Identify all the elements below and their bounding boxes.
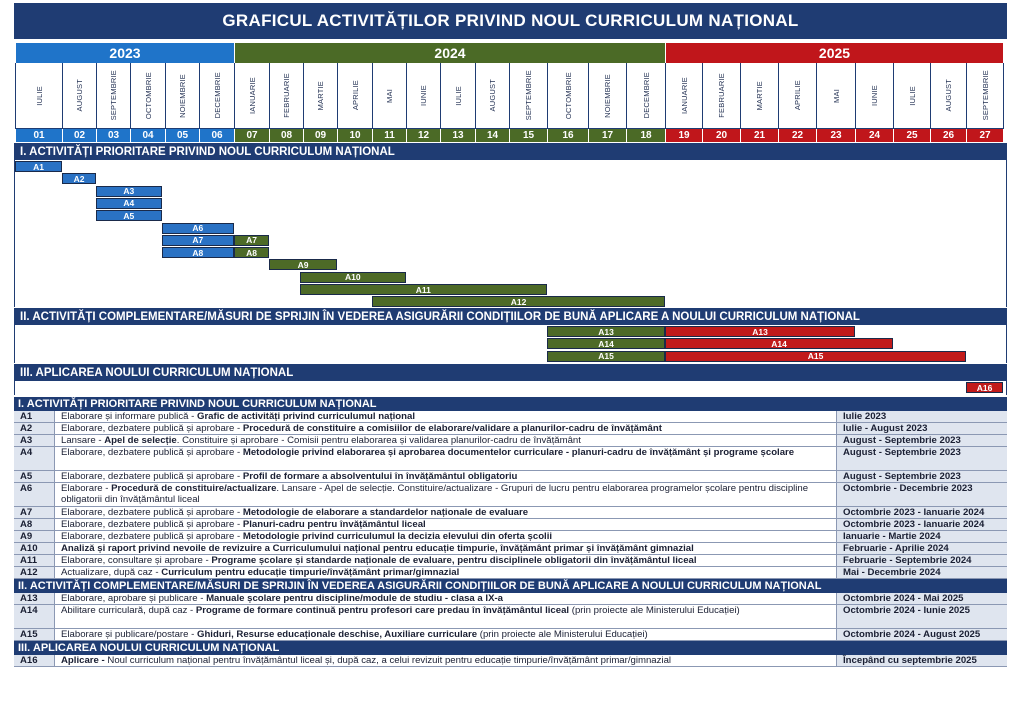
month-number-07: 07: [234, 129, 269, 142]
gantt-bar-a11: A11: [300, 284, 547, 295]
activity-period: Octombrie 2024 - Mai 2025: [837, 593, 1007, 604]
month-number-22: 22: [778, 129, 816, 142]
month-label: DECEMBRIE: [212, 72, 222, 119]
month-number-21: 21: [740, 129, 778, 142]
gantt-bar-a16: A16: [966, 382, 1003, 393]
activity-id: A9: [14, 531, 55, 542]
activity-description: Abilitare curriculară, după caz - Programe de formare continuă pentru profesori care predau în învățământul liceal (prin proiecte ale Ministerului Educației): [55, 605, 837, 628]
table-row: [14, 519, 1007, 531]
table-row: [14, 411, 1007, 423]
month-16: [547, 63, 588, 129]
month-label: IULIE: [453, 85, 463, 106]
month-label: SEPTEMBRIE: [524, 70, 533, 121]
month-label: NOIEMBRIE: [603, 73, 612, 118]
gantt-section-3: III. APLICAREA NOULUI CURRICULUM NAȚIONAL: [14, 364, 1007, 381]
month-label: AUGUST: [944, 79, 953, 112]
month-19: [665, 63, 702, 129]
table-section-1: I. ACTIVITĂȚI PRIORITARE PRIVIND NOUL CURRICULUM NAȚIONAL: [14, 397, 1007, 411]
activity-id: A11: [14, 555, 55, 566]
activity-period: Octombrie 2023 - Ianuarie 2024: [837, 507, 1007, 518]
month-2: [62, 63, 96, 129]
table-row: [14, 605, 1007, 629]
table-row: [14, 555, 1007, 567]
month-label: MARTIE: [316, 80, 325, 111]
gantt-bar-a3: A3: [96, 186, 162, 197]
month-label: IUNIE: [870, 84, 879, 106]
month-number-25: 25: [893, 129, 930, 142]
month-label: MARTIE: [755, 80, 764, 111]
gantt-bar-a14: A14: [547, 338, 665, 349]
month-21: [740, 63, 778, 129]
gantt-bar-a1: A1: [15, 161, 62, 172]
month-12: [406, 63, 440, 129]
month-border-right: [1003, 63, 1004, 129]
activity-description: Elaborare, dezbatere publică și aprobare - Metodologie de elaborare a standardelor naționale de evaluare: [55, 507, 837, 518]
month-number-26: 26: [930, 129, 966, 142]
activity-period: August - Septembrie 2023: [837, 447, 1007, 470]
month-label: MAI: [385, 88, 394, 103]
gantt-bar-a14: A14: [665, 338, 893, 349]
table-row: [14, 435, 1007, 447]
gantt-bar-a6: A6: [162, 223, 235, 234]
month-label: OCTOMBRIE: [143, 71, 153, 120]
activity-id: A2: [14, 423, 55, 434]
month-27: [966, 63, 1003, 129]
month-number-09: 09: [303, 129, 337, 142]
gantt-bar-a13: A13: [547, 326, 665, 337]
year-header-2023: 2023: [15, 43, 234, 63]
activity-description: Lansare - Apel de selecție. Constituire și aprobare - Comisii pentru elaborarea și validarea planurilor-cadru de învățământ: [55, 435, 837, 446]
month-24: [855, 63, 893, 129]
month-1: [15, 63, 62, 129]
activity-period: August - Septembrie 2023: [837, 471, 1007, 482]
gantt-bar-a7: A7: [162, 235, 235, 246]
activity-description: Elaborare, dezbatere publică și aprobare - Profil de formare a absolventului în învățământul obligatoriu: [55, 471, 837, 482]
month-number-15: 15: [509, 129, 547, 142]
month-number-17: 17: [588, 129, 626, 142]
month-3: [96, 63, 130, 129]
month-13: [440, 63, 475, 129]
activity-period: Octombrie - Decembrie 2023: [837, 483, 1007, 506]
table-row: [14, 567, 1007, 579]
activity-id: A7: [14, 507, 55, 518]
month-label: IANUARIE: [679, 76, 689, 115]
table-row: [14, 543, 1007, 555]
month-5: [165, 63, 199, 129]
activity-description: Elaborare, consultare și aprobare - Programe școlare și standarde naționale de evaluare, pentru disciplinele obligatorii din învățământul liceal: [55, 555, 837, 566]
activity-id: A15: [14, 629, 55, 640]
activity-description: Elaborare și informare publică - Grafic de activități privind curriculumul național: [55, 411, 837, 422]
activity-period: Octombrie 2024 - August 2025: [837, 629, 1007, 640]
gantt-bar-a12: A12: [372, 296, 665, 307]
table-row: [14, 531, 1007, 543]
month-label: IULIE: [34, 85, 44, 106]
activity-description: Elaborare, aprobare și publicare - Manuale școlare pentru discipline/module de studiu - clasa a IX-a: [55, 593, 837, 604]
table-section-3: III. APLICAREA NOULUI CURRICULUM NAȚIONAL: [14, 641, 1007, 655]
activity-id: A4: [14, 447, 55, 470]
month-6: [199, 63, 234, 129]
month-number-13: 13: [440, 129, 475, 142]
month-number-06: 06: [199, 129, 234, 142]
month-number-04: 04: [130, 129, 165, 142]
month-number-05: 05: [165, 129, 199, 142]
activity-description: Elaborare, dezbatere publică și aprobare - Procedură de constituire a comisiilor de elaborare/validare a planurilor-cadru de învățământ: [55, 423, 837, 434]
table-row: [14, 593, 1007, 605]
activity-period: Iulie - August 2023: [837, 423, 1007, 434]
month-8: [269, 63, 303, 129]
activity-id: A8: [14, 519, 55, 530]
month-number-20: 20: [702, 129, 740, 142]
month-number-01: 01: [15, 129, 62, 142]
gantt-bar-a9: A9: [269, 259, 337, 270]
activity-period: Octombrie 2024 - Iunie 2025: [837, 605, 1007, 628]
activity-id: A16: [14, 655, 55, 666]
activity-description: Actualizare, după caz - Curriculum pentru educație timpurie/învățământ primar/gimnazial: [55, 567, 837, 578]
month-number-03: 03: [96, 129, 130, 142]
gantt-bar-a2: A2: [62, 173, 96, 184]
gantt-bar-a15: A15: [547, 351, 665, 362]
month-number-24: 24: [855, 129, 893, 142]
activity-period: Începând cu septembrie 2025: [837, 655, 1007, 666]
gantt-bar-a10: A10: [300, 272, 406, 283]
table-row: [14, 423, 1007, 435]
month-label: IANUARIE: [247, 76, 257, 115]
activity-period: August - Septembrie 2023: [837, 435, 1007, 446]
activity-description: Elaborare, dezbatere publică și aprobare - Metodologie privind elaborarea și aprobarea documentelor curriculare - planuri-cadru de învățământ și programe școlare: [55, 447, 837, 470]
activity-id: A3: [14, 435, 55, 446]
month-number-11: 11: [372, 129, 406, 142]
activity-description: Elaborare și publicare/postare - Ghiduri, Resurse educaționale deschise, Auxiliare curriculare (prin proiecte ale Ministerului Educației): [55, 629, 837, 640]
month-number-14: 14: [475, 129, 509, 142]
activity-description: Aplicare - Noul curriculum național pentru învățământul liceal și, după caz, a celui revizuit pentru educație timpurie/învățământ primar/gimnazial: [55, 655, 837, 666]
activity-period: Februarie - Aprilie 2024: [837, 543, 1007, 554]
activity-period: Ianuarie - Martie 2024: [837, 531, 1007, 542]
month-number-02: 02: [62, 129, 96, 142]
activity-period: Februarie - Septembrie 2024: [837, 555, 1007, 566]
month-10: [337, 63, 372, 129]
month-number-18: 18: [626, 129, 665, 142]
page-title: GRAFICUL ACTIVITĂȚILOR PRIVIND NOUL CURRICULUM NAȚIONAL: [14, 3, 1007, 39]
month-number-27: 27: [966, 129, 1003, 142]
month-label: IUNIE: [419, 84, 428, 106]
year-header-2024: 2024: [234, 43, 665, 63]
table-row: [14, 507, 1007, 519]
month-label: AUGUST: [75, 79, 84, 112]
gantt-area-3: [14, 381, 1007, 395]
activity-id: A13: [14, 593, 55, 604]
gantt-bar-a7: A7: [234, 235, 269, 246]
gantt-bar-a15: A15: [665, 351, 966, 362]
table-row: [14, 483, 1007, 507]
activity-description: Analiză și raport privind nevoile de revizuire a Curriculumului național pentru educație timpurie, învățământ primar și învățământ gimnazial: [55, 543, 837, 554]
activity-id: A12: [14, 567, 55, 578]
month-18: [626, 63, 665, 129]
month-25: [893, 63, 930, 129]
month-26: [930, 63, 966, 129]
table-section-2: II. ACTIVITĂȚI COMPLEMENTARE/MĂSURI DE SPRIJIN ÎN VEDEREA ASIGURĂRII CONDIȚIILOR DE BUNĂ APLICARE A NOULUI CURRICULUM NAȚIONAL: [14, 579, 1007, 593]
month-15: [509, 63, 547, 129]
activity-id: A10: [14, 543, 55, 554]
month-label: FEBRUARIE: [717, 73, 726, 118]
table-row: [14, 655, 1007, 667]
month-4: [130, 63, 165, 129]
month-number-23: 23: [816, 129, 855, 142]
activity-period: Iulie 2023: [837, 411, 1007, 422]
month-17: [588, 63, 626, 129]
activity-description: Elaborare, dezbatere publică și aprobare - Metodologie privind curriculumul la decizia elevului din oferta școlii: [55, 531, 837, 542]
month-number-16: 16: [547, 129, 588, 142]
gantt-bar-a8: A8: [162, 247, 235, 258]
month-number-08: 08: [269, 129, 303, 142]
month-label: APRILIE: [350, 80, 360, 111]
activity-id: A5: [14, 471, 55, 482]
table-row: [14, 629, 1007, 641]
activity-period: Octombrie 2023 - Ianuarie 2024: [837, 519, 1007, 530]
month-number-19: 19: [665, 129, 702, 142]
month-number-10: 10: [337, 129, 372, 142]
month-label: NOIEMBRIE: [178, 73, 187, 118]
month-label: SEPTEMBRIE: [980, 70, 990, 121]
activity-id: A14: [14, 605, 55, 628]
month-label: IULIE: [907, 85, 917, 106]
gantt-section-2: II. ACTIVITĂȚI COMPLEMENTARE/MĂSURI DE SPRIJIN ÎN VEDEREA ASIGURĂRII CONDIȚIILOR DE BUNĂ APLICARE A NOULUI CURRICULUM NAȚIONAL: [14, 308, 1007, 325]
month-20: [702, 63, 740, 129]
month-22: [778, 63, 816, 129]
month-23: [816, 63, 855, 129]
table-row: [14, 471, 1007, 483]
activity-description: Elaborare - Procedură de constituire/actualizare. Lansare - Apel de selecție. Constituire/actualizare - Grupuri de lucru pentru elaborarea programelor școlare pentru discipline obligatorii din învățământul liceal: [55, 483, 837, 506]
gantt-bar-a4: A4: [96, 198, 162, 209]
gantt-bar-a13: A13: [665, 326, 855, 337]
gantt-section-1: I. ACTIVITĂȚI PRIORITARE PRIVIND NOUL CURRICULUM NAȚIONAL: [14, 143, 1007, 160]
month-label: SEPTEMBRIE: [109, 70, 118, 121]
month-label: OCTOMBRIE: [563, 71, 573, 120]
gantt-bar-a8: A8: [234, 247, 269, 258]
activity-id: A6: [14, 483, 55, 506]
year-header-2025: 2025: [665, 43, 1003, 63]
activity-period: Mai - Decembrie 2024: [837, 567, 1007, 578]
gantt-bar-a5: A5: [96, 210, 162, 221]
month-label: FEBRUARIE: [282, 73, 291, 118]
month-9: [303, 63, 337, 129]
month-14: [475, 63, 509, 129]
table-row: [14, 447, 1007, 471]
month-label: AUGUST: [488, 79, 497, 112]
month-label: MAI: [831, 88, 841, 103]
month-number-12: 12: [406, 129, 440, 142]
activity-id: A1: [14, 411, 55, 422]
month-11: [372, 63, 406, 129]
month-7: [234, 63, 269, 129]
activity-description: Elaborare, dezbatere publică și aprobare - Planuri-cadru pentru învățământul liceal: [55, 519, 837, 530]
month-label: APRILIE: [793, 80, 802, 111]
month-label: DECEMBRIE: [641, 72, 651, 119]
